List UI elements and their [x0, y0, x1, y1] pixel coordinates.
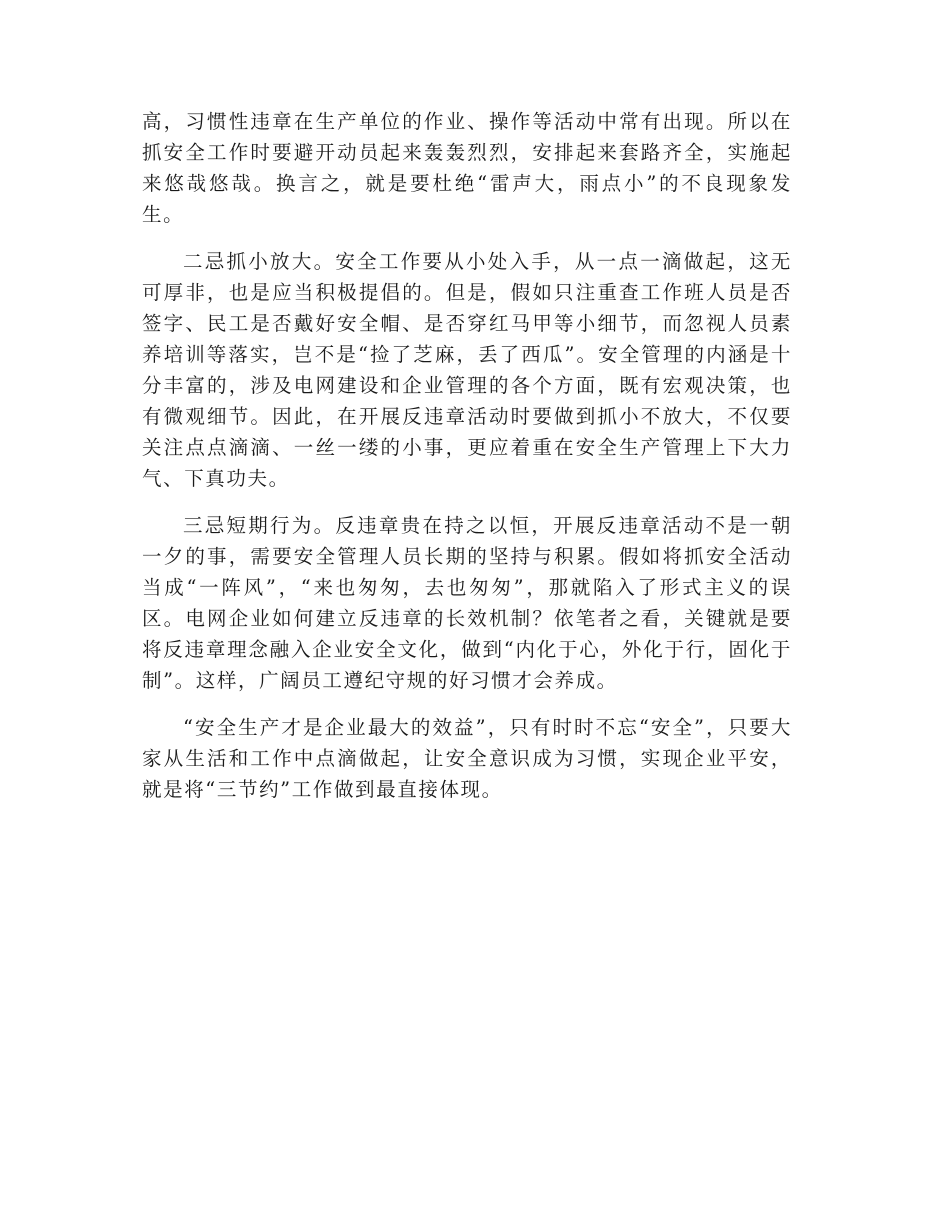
document-body — [142, 106, 792, 821]
paragraph-continuation: 高，习惯性违章在生产单位的作业、操作等活动中常有出现。所以在抓安全工作时要避开动员起来轰轰烈烈，安排起来套路齐全，实施起来悠哉悠哉。换言之，就是要杜绝“雷声大，雨点小”的不良现象发生。 — [142, 110, 792, 226]
paragraph-conclusion: “安全生产才是企业最大的效益”，只有时时不忘“安全”，只要大家从生活和工作中点滴做起，让安全意识成为习惯，实现企业平安，就是将“三节约”工作做到最直接体现。 — [142, 716, 792, 801]
paragraph-third-taboo: 三忌短期行为。反违章贵在持之以恒，开展反违章活动不是一朝一夕的事，需要安全管理人员长期的坚持与积累。假如将抓安全活动当成“一阵风”，“来也匆匆，去也匆匆”，那就陷入了形式主义的误区。电网企业如何建立反违章的长效机制？依笔者之看，关键就是要将反违章理念融入企业安全文化，做到“内化于心，外化于行，固化于制”。这样，广阔员工遵纪守规的好习惯才会养成。 — [142, 514, 792, 692]
paragraph-second-taboo: 二忌抓小放大。安全工作要从小处入手，从一点一滴做起，这无可厚非，也是应当积极提倡的。但是，假如只注重查工作班人员是否签字、民工是否戴好安全帽、是否穿红马甲等小细节，而忽视人员素养培训等落实，岂不是“捡了芝麻，丢了西瓜”。安全管理的内涵是十分丰富的，涉及电网建设和企业管理的各个方面，既有宏观决策，也有微观细节。因此，在开展反违章活动时要做到抓小不放大，不仅要关注点点滴滴、一丝一缕的小事，更应着重在安全生产管理上下大力气、下真功夫。 — [142, 250, 792, 490]
